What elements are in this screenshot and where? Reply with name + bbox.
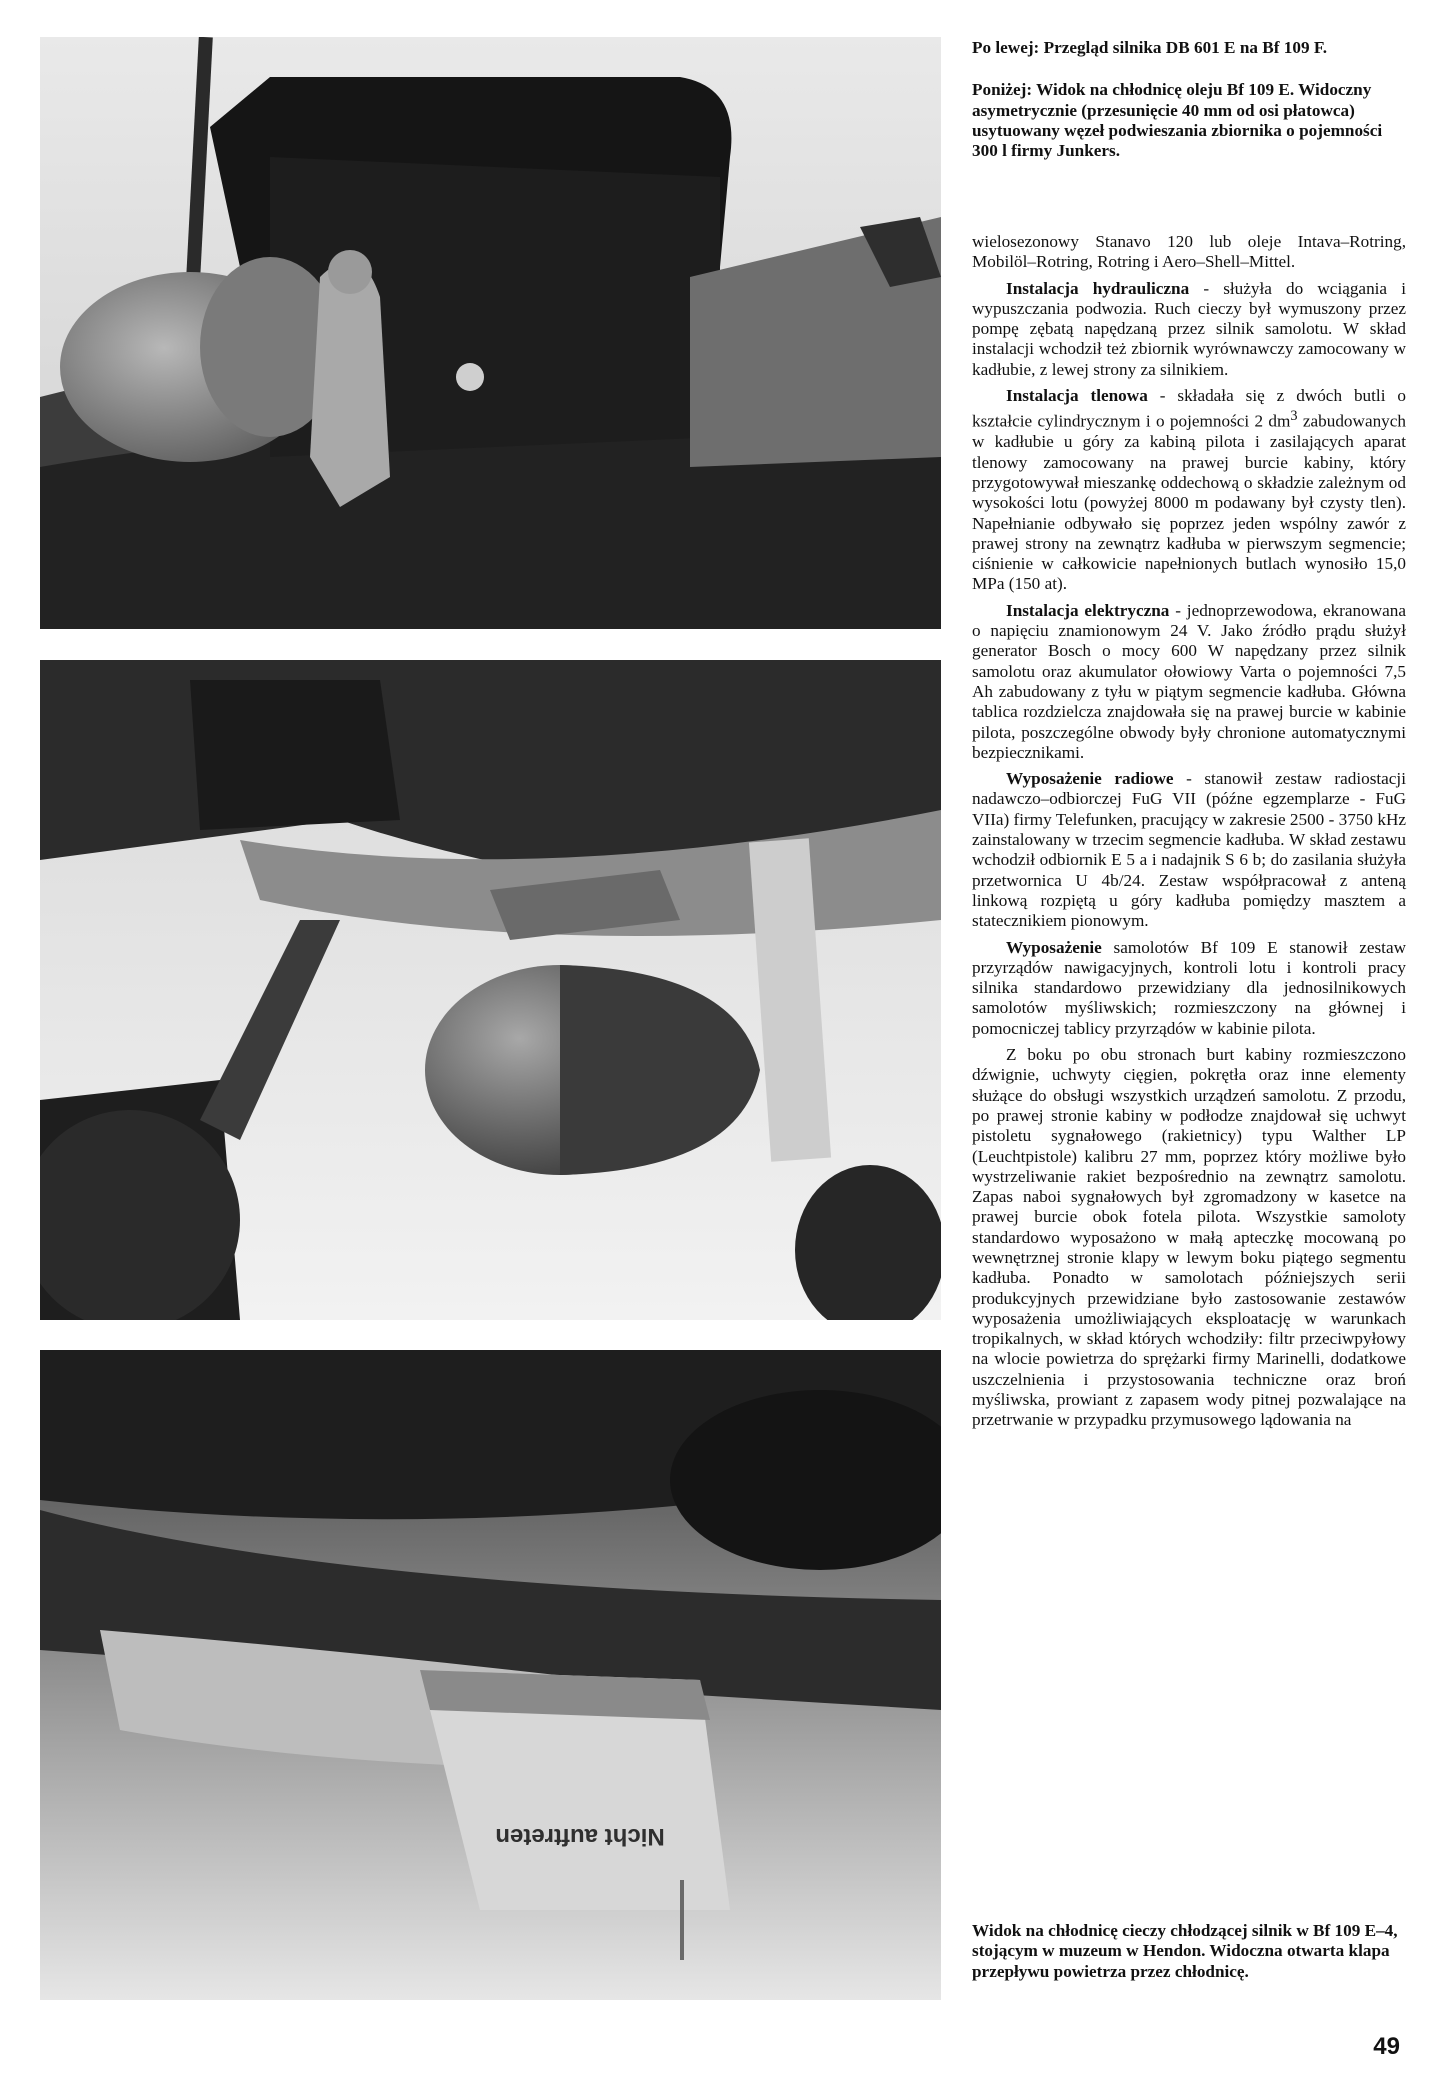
heading-equipment: Wyposażenie: [1006, 937, 1102, 957]
paragraph-radio: [972, 769, 1406, 931]
heading-electrical: Instalacja elektryczna: [1006, 600, 1170, 620]
article-body: [972, 232, 1406, 1437]
photo-oil-cooler-drop-tank: [40, 660, 941, 1320]
caption-top-left: Po lewej: Przegląd silnika DB 601 E na Bf 109 F.: [972, 38, 1328, 57]
paragraph-oils: wielosezonowy Stanavo 120 lub oleje Intava–Rotring, Mobilöl–Rotring, Rotring i Aero–Shell–Mittel.: [972, 232, 1406, 272]
paragraph-cockpit: Z boku po obu stronach burt kabiny rozmieszczono dźwignie, uchwyty cięgien, pokrętła oraz inne elementy służące do obsługi wszystkich urządzeń samolotu. Z przodu, po prawej stronie kabiny w podłodze znajdował się uchwyt pistoletu sygnałowego (rakietnicy) typu Walther LP (Leuchtpistole) kalibru 27 mm, poprzez który możliwe było wystrzeliwanie rakiet bezpośrednio na zewnątrz samolotu. Zapas naboi sygnałowych był zgromadzony w kasetce na prawej burcie obok fotela pilota. Wszystkie samoloty standardowo wyposażono w małą apteczkę mocowaną po wewnętrznej stronie klapy w lewym boku piątego segmentu kadłuba. Ponadto w samolotach późniejszych serii produkcyjnych przewidziane było zastosowanie zestawów wyposażenia umożliwiających eksploatację w warunkach tropikalnych, w skład których wchodziły: filtr przeciwpyłowy na wlocie powietrza do sprężarki firmy Marinelli, dodatkowe uszczelnienia i przystosowania techniczne oraz broń myśliwska, prowiant z zapasem wody pitnej pozwalające na przetrwanie w przypadku przymusowego lądowania na: [972, 1045, 1406, 1430]
heading-oxygen: Instalacja tlenowa: [1006, 386, 1148, 406]
superscript-unit: 3: [1290, 408, 1298, 425]
caption-top-below: Poniżej: Widok na chłodnicę oleju Bf 109 E. Widoczny asymetrycznie (przesunięcie 40 mm od osi płatowca) usytuowany węzeł podwieszania zbiornika o pojemności 300 l firmy Junkers.: [972, 80, 1383, 161]
paragraph-oxygen: [972, 386, 1406, 595]
caption-bottom-text: Widok na chłodnicę cieczy chłodzącej silnik w Bf 109 E–4, stojącym w muzeum w Hendon. Widoczna otwarta klapa przepływu powietrza przez chłodnicę.: [972, 1921, 1398, 1981]
paragraph-radio-text: - stanowił zestaw radiostacji nadawczo–odbiorczej FuG VII (późne egzemplarze - FuG VIIa) firmy Telefunken, pracujący w zakresie 2500 - 3750 kHz zainstalowany w trzecim segmencie kadłuba. W skład zestawu wchodził odbiornik E 5 a i nadajnik S 6 b; do zasilania służyła przetwornica U 4b/24. Zestaw współpracował z anteną linkową rozpiętą u góry kadłuba pomiędzy masztem a statecznikiem pionowym.: [972, 769, 1406, 931]
paragraph-oxygen-text-a: - składała się z dwóch butli o kształcie cylindrycznym i o pojemności 2 dm: [972, 386, 1407, 432]
photo-coolant-radiator-image: [40, 1350, 941, 2000]
photo3-fuselage-text: Nicht auftreten: [495, 1823, 665, 1850]
paragraph-equipment: [972, 938, 1406, 1039]
caption-bottom: [972, 1921, 1406, 1982]
paragraph-hydraulics-text: - służyła do wciągania i wypuszczania podwozia. Ruch cieczy był wymuszony przez pompę zębatą napędzaną przez silnik samolotu. W skład instalacji wchodził też zbiornik wyrównawczy zamocowany w kadłubie, z lewej strony za silnikiem.: [972, 278, 1406, 379]
caption-top: [972, 38, 1406, 183]
photo-engine-inspection-image: [40, 37, 941, 629]
heading-radio: Wyposażenie radiowe: [1006, 769, 1174, 789]
photo-engine-inspection: [40, 37, 941, 629]
paragraph-electrical: [972, 601, 1406, 763]
paragraph-electrical-text: - jednoprzewodowa, ekranowana o napięciu znamionowym 24 V. Jako źródło prądu służył generator Bosch o mocy 600 W napędzany przez silnik samolotu oraz akumulator ołowiowy Varta o pojemności 7,5 Ah zabudowany z tyłu w piątym segmencie kadłuba. Główna tablica rozdzielcza znajdowała się na prawej burcie w kabinie pilota, poszczególne obwody były chronione automatycznymi bezpiecznikami.: [972, 600, 1406, 762]
photo-oil-cooler-drop-tank-image: [40, 660, 941, 1320]
paragraph-hydraulics: [972, 279, 1406, 380]
page-number: 49: [1373, 2033, 1400, 2060]
heading-hydraulics: Instalacja hydrauliczna: [1006, 278, 1190, 298]
photo-coolant-radiator: [40, 1350, 941, 2000]
paragraph-oxygen-text-b: zabudowanych w kadłubie u góry za kabiną pilota i zasilających aparat tlenowy zamocowany na prawej burcie kabiny, który przygotowywał mieszankę oddechową o składzie zależnym od wysokości lotu (powyżej 8000 m podawany był czysty tlen). Napełnianie odbywało się poprzez jeden wspólny zawór z prawej strony na zewnątrz kadłuba w pierwszym segmencie; ciśnienie w całkowicie napełnionych butlach wynosiło 15,0 MPa (150 at).: [972, 412, 1406, 594]
paragraph-equipment-text: samolotów Bf 109 E stanowił zestaw przyrządów nawigacyjnych, kontroli lotu i kontroli pracy silnika standardowo przewidziany dla jednosilnikowych samolotów myśliwskich; rozmieszczony na głównej i pomocniczej tablicy przyrządów w kabinie pilota.: [972, 937, 1406, 1038]
